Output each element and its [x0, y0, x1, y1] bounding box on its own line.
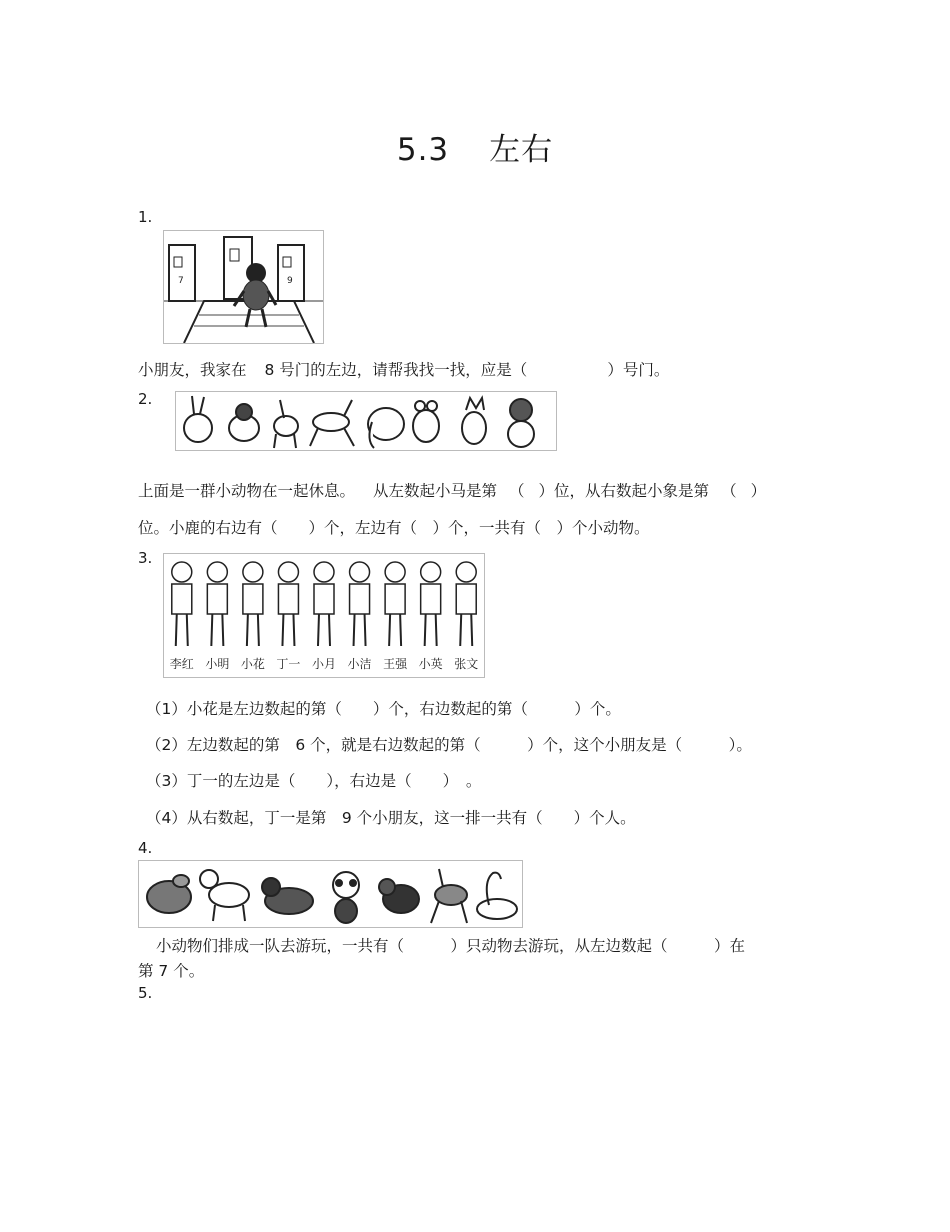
child-figure	[350, 562, 370, 646]
q2-animals-figure	[175, 391, 557, 451]
child-figure	[314, 562, 334, 646]
child-name-label: 张文	[454, 657, 479, 671]
q1-text-a: 小朋友，我家在	[138, 361, 247, 379]
child-name-label: 小洁	[347, 657, 372, 671]
q1-text-c: ）号门。	[607, 361, 670, 379]
q2-line1	[138, 479, 766, 501]
door-number-left: 7	[178, 276, 184, 286]
page-title	[0, 124, 950, 169]
child-figure	[172, 562, 192, 646]
q2-line1-f: ）	[750, 482, 767, 500]
resting-animals-illustration	[176, 392, 556, 450]
q3-item-1: （1）小花是左边数起的第（ ）个，右边数起的第（ ）个。	[146, 700, 621, 718]
title-text: 左右	[489, 132, 554, 168]
child-name-label: 丁一	[276, 657, 301, 671]
q2-line1-b: 从左数起小马是第	[373, 482, 498, 500]
q2-line1-a: 上面是一群小动物在一起休息。	[138, 482, 356, 500]
child-name-label: 李红	[169, 657, 194, 671]
q3-item-3: （3）丁一的左边是（ ），右边是（ ） 。	[146, 772, 482, 790]
question-4-number: 4.	[138, 839, 153, 857]
q4-line2: 第 7 个。	[138, 962, 205, 980]
child-figure	[421, 562, 441, 646]
question-1-number: 1.	[138, 208, 153, 226]
child-name-label: 小花	[240, 657, 265, 671]
door-number-right: 9	[287, 276, 293, 286]
child-figure	[385, 562, 405, 646]
q4-animals-figure	[138, 860, 523, 928]
child-figure	[243, 562, 263, 646]
q3-item-2: （2）左边数起的第 6 个，就是右边数起的第（ ）个，这个小朋友是（ ）。	[146, 736, 752, 754]
child-name-label: 小明	[205, 657, 230, 671]
question-2-number: 2.	[138, 390, 153, 408]
child-name-label: 小月	[311, 657, 337, 671]
child-name-label: 王强	[383, 657, 408, 671]
q1-text	[138, 358, 669, 380]
child-figure	[207, 562, 227, 646]
q2-line2: 位。小鹿的右边有（ ）个，左边有（ ）个，一共有（ ）个小动物。	[138, 519, 650, 537]
q2-line1-e: （	[721, 482, 737, 500]
q3-children-figure	[163, 553, 485, 678]
question-3-number: 3.	[138, 549, 153, 567]
title-number: 5.3	[396, 132, 450, 168]
q2-line1-c: （	[509, 482, 525, 500]
children-row-illustration	[164, 554, 484, 677]
child-figure	[278, 562, 298, 646]
animal-queue-illustration	[139, 861, 522, 927]
q1-door-figure	[163, 230, 324, 344]
child-figure	[456, 562, 476, 646]
q2-line1-d: ）位，从右数起小象是第	[538, 482, 710, 500]
q1-text-b: 8 号门的左边，请帮我找一找，应是（	[264, 361, 528, 379]
question-5-number: 5.	[138, 984, 153, 1002]
boy-at-doors-illustration	[164, 231, 323, 343]
q4-line1: 小动物们排成一队去游玩，一共有（ ）只动物去游玩，从左边数起（ ）在	[156, 937, 746, 955]
q3-item-4: （4）从右数起，丁一是第 9 个小朋友，这一排一共有（ ）个人。	[146, 809, 636, 827]
child-name-label: 小英	[418, 657, 443, 671]
